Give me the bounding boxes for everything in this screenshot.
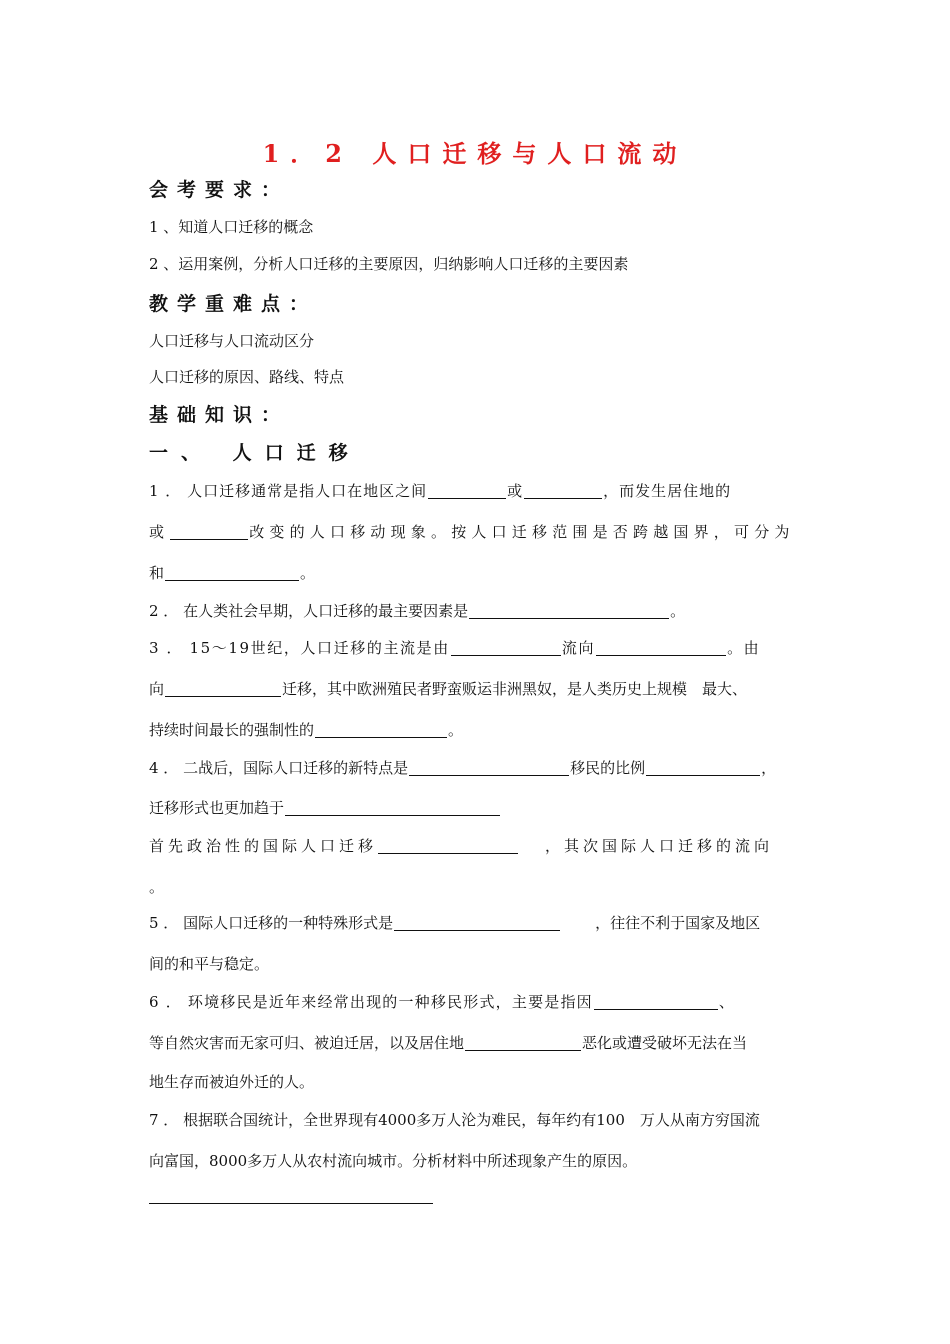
part1-heading: 一、 人口迁移	[149, 442, 361, 464]
question-6-line-3	[149, 1072, 803, 1092]
question-text: ，而发生居住地的	[603, 482, 732, 500]
answer-line[interactable]	[149, 1203, 433, 1204]
answer-blank[interactable]	[409, 759, 569, 776]
answer-blank[interactable]	[170, 523, 248, 540]
requirement-item-1: 1 、知道人口迁移的概念	[149, 218, 314, 236]
question-text: 。	[448, 721, 464, 739]
question-text: 迁移，其中欧洲殖民者野蛮贩运非洲黑奴，是人类历史上规模 最大、	[282, 680, 748, 698]
question-text: 流向	[561, 639, 596, 657]
answer-blank[interactable]	[524, 482, 602, 499]
answer-blank[interactable]	[646, 759, 760, 776]
question-5-line-1	[149, 913, 803, 933]
requirements-heading: 会考要求：	[149, 179, 290, 201]
question-4-line-2	[149, 798, 803, 818]
question-text: 和	[149, 564, 165, 582]
question-text: 1 ． 人口迁移通常是指人口在地区之间	[149, 482, 428, 500]
question-1-line-3	[149, 563, 803, 583]
page-title: 1．2 人口迁移与人口流动	[262, 139, 688, 168]
difficulty-heading: 教学重难点：	[149, 293, 318, 315]
answer-blank[interactable]	[469, 602, 669, 619]
question-3-line-2	[149, 679, 803, 699]
question-text: 改变的人口移动现象。按人口迁移范围是否跨越国界，可分为	[249, 523, 795, 541]
question-text: 首先政治性的国际人口迁移	[149, 837, 378, 855]
question-4-line-1	[149, 758, 803, 778]
difficulty-item-1: 人口迁移与人口流动区分	[149, 332, 315, 350]
answer-blank[interactable]	[378, 837, 518, 854]
basics-heading: 基础知识：	[149, 404, 290, 426]
question-1-line-2	[149, 522, 803, 542]
question-4-line-3	[149, 836, 803, 856]
question-text: 。	[300, 564, 316, 582]
question-text: 地生存而被迫外迁的人。	[149, 1073, 315, 1091]
question-text: 。	[149, 878, 165, 896]
question-text: 。由	[727, 639, 761, 657]
difficulty-item-2: 人口迁移的原因、路线、特点	[149, 368, 345, 386]
answer-blank[interactable]	[465, 1034, 581, 1051]
answer-blank[interactable]	[285, 799, 500, 816]
answer-blank[interactable]	[451, 639, 561, 656]
question-text: 移民的比例	[570, 759, 646, 777]
question-text: 5 ． 国际人口迁移的一种特殊形式是	[149, 914, 394, 932]
question-text: 或	[507, 482, 524, 500]
question-text: 或	[149, 523, 170, 541]
question-text: 4 ． 二战后，国际人口迁移的新特点是	[149, 759, 409, 777]
question-text: 持续时间最长的强制性的	[149, 721, 315, 739]
question-3-line-1	[149, 638, 803, 658]
question-text: 向富国，8000多万人从农村流向城市。分析材料中所述现象产生的原因。	[149, 1152, 638, 1170]
question-text: 6 ． 环境移民是近年来经常出现的一种移民形式，主要是指因	[149, 993, 593, 1011]
question-text: 间的和平与稳定。	[149, 955, 270, 973]
answer-blank[interactable]	[315, 721, 447, 738]
question-text: 迁移形式也更加趋于	[149, 799, 285, 817]
question-text: ，	[761, 759, 777, 777]
question-7-line-2	[149, 1151, 803, 1171]
question-text: 2 ． 在人类社会早期，人口迁移的最主要因素是	[149, 602, 469, 620]
answer-blank[interactable]	[596, 639, 726, 656]
question-text: 。	[670, 602, 686, 620]
answer-blank[interactable]	[594, 993, 718, 1010]
answer-blank[interactable]	[394, 914, 560, 931]
answer-blank[interactable]	[428, 482, 506, 499]
question-4-line-4	[149, 877, 803, 897]
question-text: 7 ． 根据联合国统计，全世界现有4000多万人沦为难民，每年约有100 万人从南方穷国流	[149, 1111, 760, 1129]
question-6-line-2	[149, 1033, 803, 1053]
question-text: 3 ． 15～19世纪，人口迁移的主流是由	[149, 639, 450, 657]
question-2	[149, 601, 803, 621]
question-text: 等自然灾害而无家可归、被迫迁居，以及居住地	[149, 1034, 465, 1052]
question-text: ，其次国际人口迁移的流向	[545, 837, 774, 855]
requirement-item-2: 2 、运用案例，分析人口迁移的主要原因，归纳影响人口迁移的主要因素	[149, 255, 629, 273]
question-text: ，往往不利于国家及地区	[595, 914, 761, 932]
question-6-line-1	[149, 992, 803, 1012]
question-text: 、	[718, 993, 736, 1011]
answer-blank[interactable]	[165, 564, 299, 581]
question-text: 恶化或遭受破坏无法在当	[582, 1034, 748, 1052]
question-1-line-1	[149, 481, 803, 501]
question-5-line-2	[149, 954, 803, 974]
question-text: 向	[149, 680, 165, 698]
question-3-line-3	[149, 720, 803, 740]
answer-blank[interactable]	[165, 680, 281, 697]
question-7-line-1	[149, 1110, 803, 1130]
